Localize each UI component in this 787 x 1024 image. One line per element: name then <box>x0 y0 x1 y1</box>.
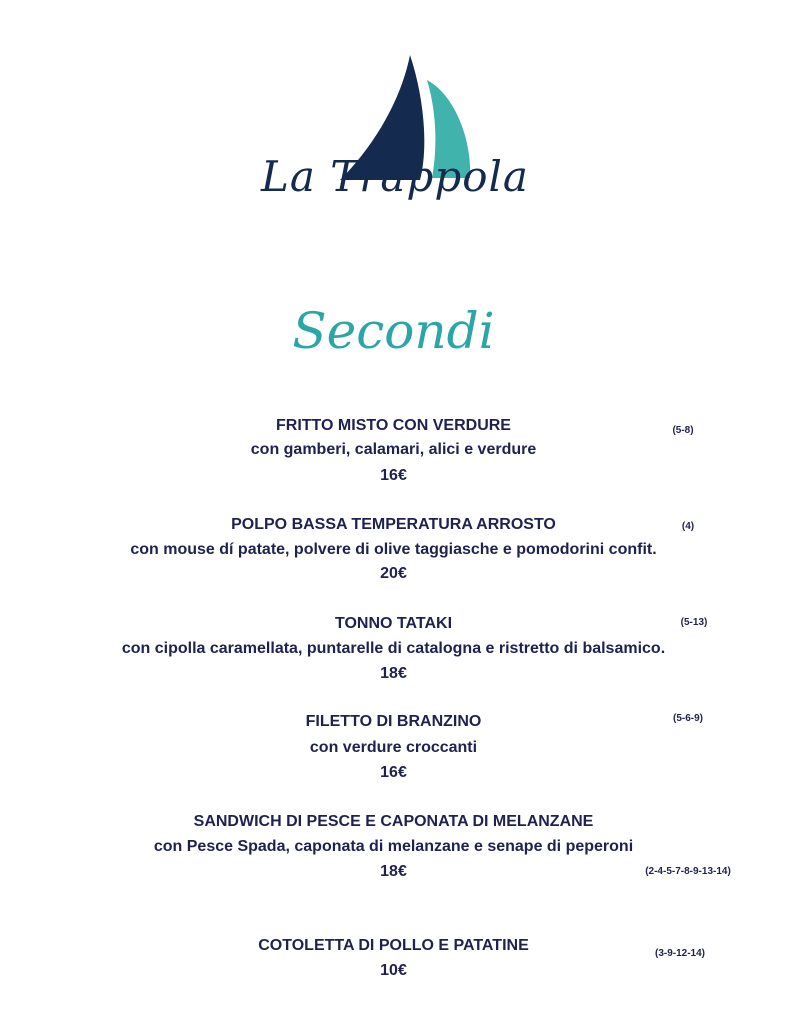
dish-name: FILETTO DI BRANZINO <box>305 713 482 730</box>
allergens: (4) <box>681 521 695 532</box>
allergens: (2-4-5-7-8-9-13-14) <box>645 866 731 877</box>
dish-description: con verdure croccanti <box>309 739 478 756</box>
dish-description: con Pesce Spada, caponata di melanzane e senape di peperoni <box>153 838 634 855</box>
section-title: Secondi <box>292 302 495 360</box>
dish-name: POLPO BASSA TEMPERATURA ARROSTO <box>231 516 556 533</box>
dish-price: 16€ <box>380 467 407 484</box>
dish-price: 16€ <box>380 764 407 781</box>
allergens: (3-9-12-14) <box>654 948 706 959</box>
allergens: (5-13) <box>680 617 708 628</box>
dish-price: 20€ <box>380 565 407 582</box>
dish-description: con mouse dí patate, polvere di olive taggiasche e pomodorini confit. <box>130 541 657 558</box>
dish-price: 18€ <box>380 665 407 682</box>
dish-name: SANDWICH DI PESCE E CAPONATA DI MELANZANE <box>193 813 594 830</box>
allergens: (5-6-9) <box>672 713 704 724</box>
dish-description: con cipolla caramellata, puntarelle di catalogna e ristretto di balsamico. <box>121 640 666 657</box>
logo <box>260 50 530 220</box>
allergens: (5-8) <box>672 425 694 436</box>
dish-description: con gamberi, calamari, alici e verdure <box>250 441 537 458</box>
dish-name: TONNO TATAKI <box>334 615 453 632</box>
dish-name: FRITTO MISTO CON VERDURE <box>276 417 511 434</box>
dish-price: 10€ <box>380 962 407 979</box>
brand-name: La Trappola <box>261 152 529 201</box>
dish-name: COTOLETTA DI POLLO E PATATINE <box>258 937 529 954</box>
dish-price: 18€ <box>380 863 407 880</box>
